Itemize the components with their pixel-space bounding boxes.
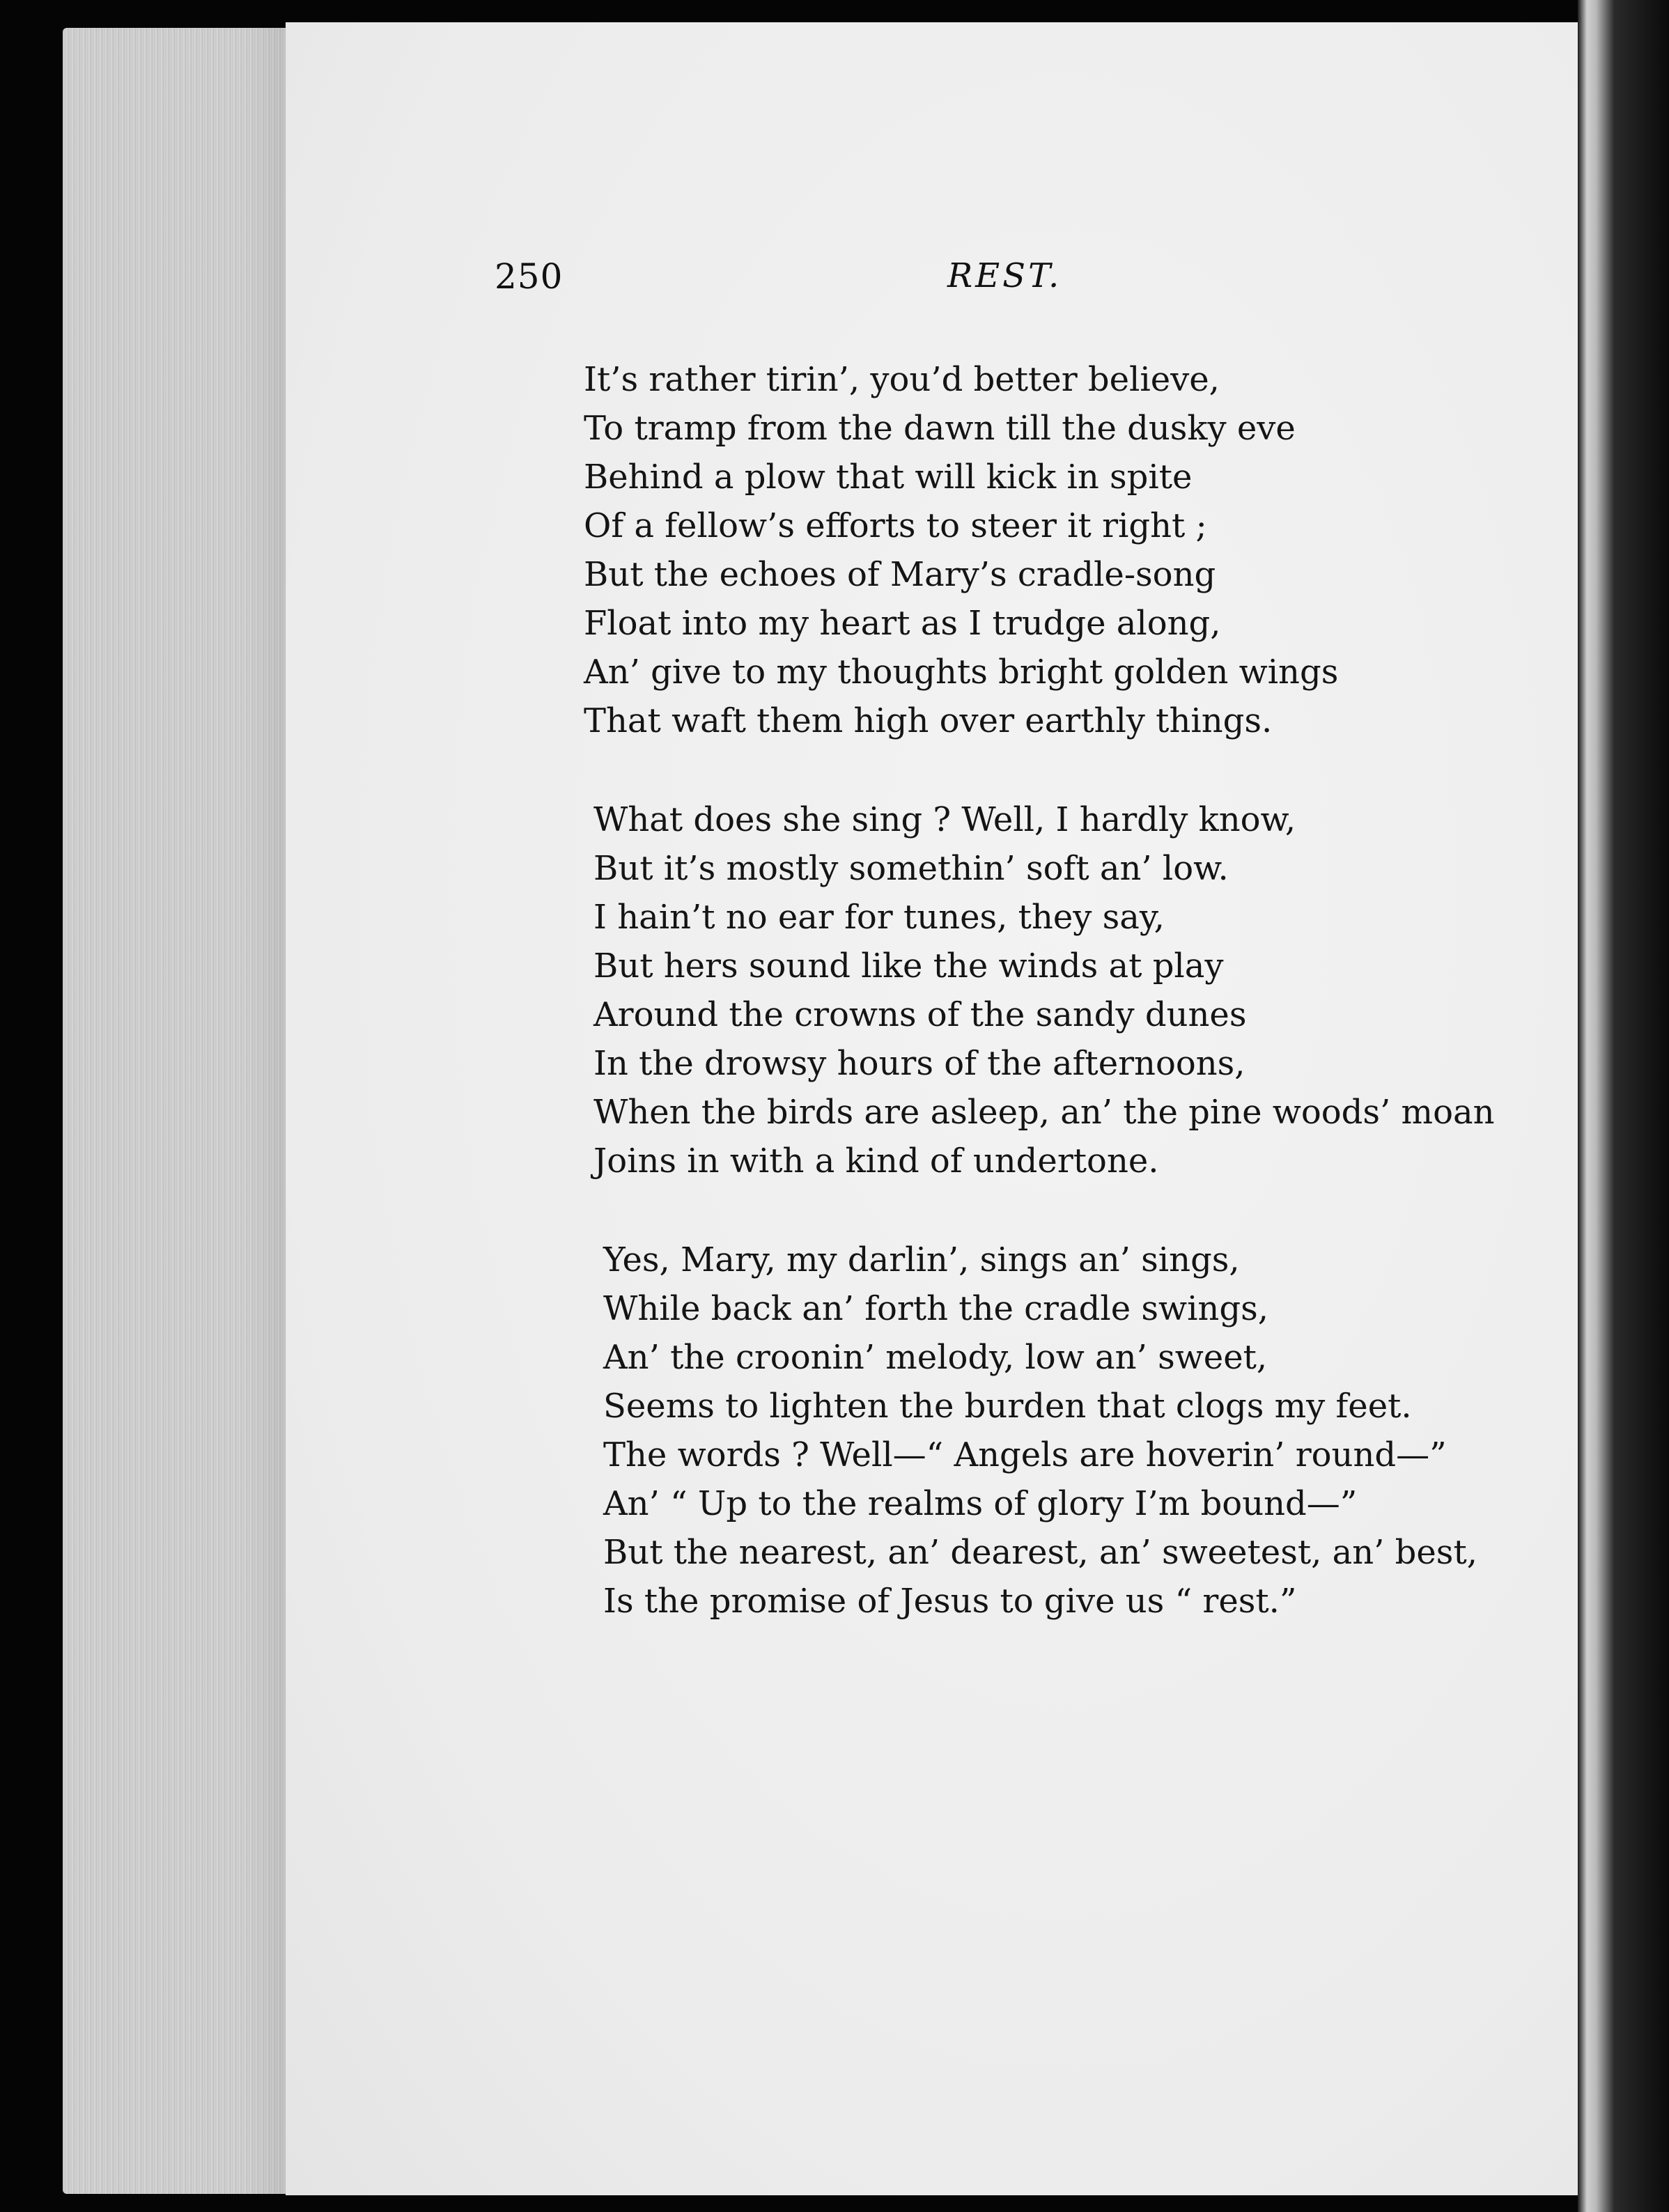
stanza-2 bbox=[593, 795, 1559, 1185]
page-header bbox=[495, 256, 1512, 319]
poem-line: But the echoes of Mary’s cradle-song bbox=[584, 555, 1216, 594]
poem-line: Behind a plow that will kick in spite bbox=[584, 458, 1193, 497]
poem-line: In the drowsy hours of the afternoons, bbox=[593, 1044, 1245, 1083]
poem-line: Around the crowns of the sandy dunes bbox=[593, 995, 1247, 1034]
poem-line: It’s rather tirin’, you’d better believe, bbox=[584, 360, 1220, 399]
poem bbox=[584, 355, 1559, 1676]
poem-line: An’ “ Up to the realms of glory I’m bound—” bbox=[603, 1484, 1358, 1523]
poem-line: Of a fellow’s efforts to steer it right ; bbox=[584, 506, 1207, 545]
book-spine-shadow bbox=[1578, 0, 1669, 2212]
poem-line: While back an’ forth the cradle swings, bbox=[603, 1289, 1268, 1328]
stanza-3 bbox=[603, 1236, 1559, 1626]
poem-line: Is the promise of Jesus to give us “ rest.” bbox=[603, 1582, 1297, 1621]
poem-line: Yes, Mary, my darlin’, sings an’ sings, bbox=[603, 1240, 1240, 1279]
poem-line: That waft them high over earthly things. bbox=[584, 701, 1273, 740]
poem-line: Seems to lighten the burden that clogs my feet. bbox=[603, 1387, 1412, 1426]
poem-line: An’ the croonin’ melody, low an’ sweet, bbox=[603, 1338, 1268, 1377]
poem-line: The words ? Well—“ Angels are hoverin’ round—” bbox=[603, 1435, 1447, 1474]
poem-line: But the nearest, an’ dearest, an’ sweetest, an’ best, bbox=[603, 1533, 1477, 1572]
poem-line: Joins in with a kind of undertone. bbox=[593, 1142, 1159, 1181]
poem-line: But hers sound like the winds at play bbox=[593, 947, 1224, 986]
poem-line: I hain’t no ear for tunes, they say, bbox=[593, 898, 1165, 937]
poem-line: When the birds are asleep, an’ the pine woods’ moan bbox=[593, 1093, 1495, 1132]
poem-line: An’ give to my thoughts bright golden wings bbox=[584, 653, 1339, 692]
poem-line: Float into my heart as I trudge along, bbox=[584, 604, 1221, 643]
stanza-1 bbox=[584, 355, 1559, 745]
poem-line: What does she sing ? Well, I hardly know, bbox=[593, 800, 1296, 839]
page-edges bbox=[63, 28, 293, 2194]
poem-line: To tramp from the dawn till the dusky eve bbox=[584, 409, 1296, 448]
page-number: 250 bbox=[495, 256, 564, 297]
running-head: REST. bbox=[947, 256, 1062, 295]
poem-line: But it’s mostly somethin’ soft an’ low. bbox=[593, 849, 1229, 888]
